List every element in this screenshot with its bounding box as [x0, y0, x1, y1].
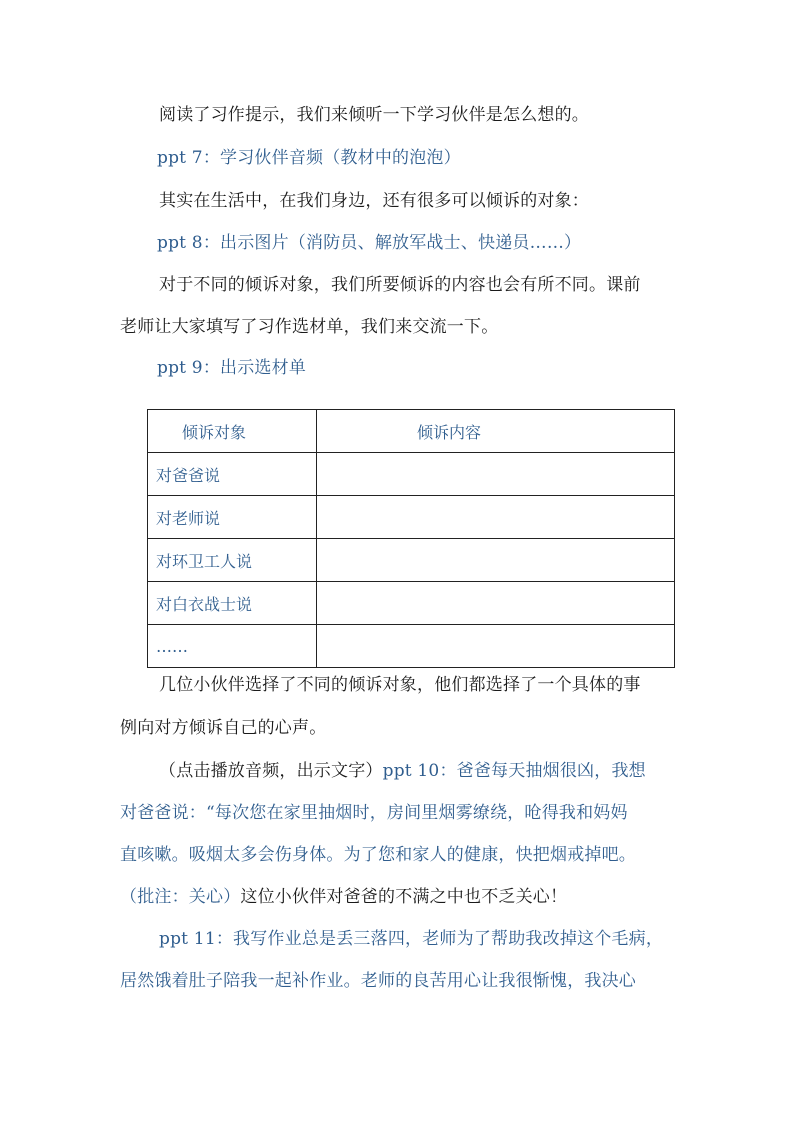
paragraph-partners-line2: 例向对方倾诉自己的心声。: [120, 718, 327, 738]
table-header-row: [148, 410, 675, 453]
header-cell-object: 倾诉对象: [148, 410, 317, 453]
ppt10-line1: [159, 759, 646, 783]
row-object-cell: 对老师说: [148, 496, 317, 539]
header-cell-content: 倾诉内容: [317, 410, 675, 453]
ppt10-line4: [120, 885, 567, 909]
row-object-cell: ……: [148, 625, 317, 668]
row-content-cell: [317, 625, 675, 668]
row-object-cell: 对白衣战士说: [148, 582, 317, 625]
ppt11-line2: 居然饿着肚子陪我一起补作业。老师的良苦用心让我很惭愧，我决心: [120, 971, 636, 991]
ppt9-note: ppt 9：出示选材单: [157, 358, 307, 378]
ppt7-note: ppt 7：学习伙伴音频（教材中的泡泡）: [157, 148, 461, 168]
annotation-care: （批注：关心）: [120, 887, 241, 907]
row-content-cell: [317, 582, 675, 625]
paragraph-reading-prompt: 阅读了习作提示，我们来倾听一下学习伙伴是怎么想的。: [159, 105, 589, 125]
row-content-cell: [317, 496, 675, 539]
ppt10-note: ppt 10：爸爸每天抽烟很凶，我想: [382, 761, 646, 781]
paragraph-different-objects-line2: 老师让大家填写了习作选材单，我们来交流一下。: [120, 317, 499, 337]
paragraph-life-objects: 其实在生活中，在我们身边，还有很多可以倾诉的对象：: [159, 191, 589, 211]
row-object-cell: 对环卫工人说: [148, 539, 317, 582]
table-row: [148, 582, 675, 625]
row-content-cell: [317, 453, 675, 496]
paragraph-partners-line1: 几位小伙伴选择了不同的倾诉对象，他们都选择了一个具体的事: [159, 675, 641, 695]
material-selection-table: [147, 409, 675, 668]
table-row: [148, 453, 675, 496]
table-row: [148, 625, 675, 668]
comment-care: 这位小伙伴对爸爸的不满之中也不乏关心！: [240, 887, 568, 907]
audio-instruction: （点击播放音频，出示文字）: [159, 761, 383, 781]
row-content-cell: [317, 539, 675, 582]
table-row: [148, 539, 675, 582]
table-row: [148, 496, 675, 539]
row-object-cell: 对爸爸说: [148, 453, 317, 496]
ppt10-line3: 直咳嗽。吸烟太多会伤身体。为了您和家人的健康，快把烟戒掉吧。: [120, 845, 636, 865]
ppt8-note: ppt 8：出示图片（消防员、解放军战士、快递员……）: [157, 233, 582, 253]
ppt11-line1: ppt 11：我写作业总是丢三落四，老师为了帮助我改掉这个毛病，: [159, 929, 664, 949]
ppt10-line2: 对爸爸说：“每次您在家里抽烟时，房间里烟雾缭绕，呛得我和妈妈: [120, 803, 628, 823]
paragraph-different-objects-line1: 对于不同的倾诉对象，我们所要倾诉的内容也会有所不同。课前: [159, 275, 641, 295]
